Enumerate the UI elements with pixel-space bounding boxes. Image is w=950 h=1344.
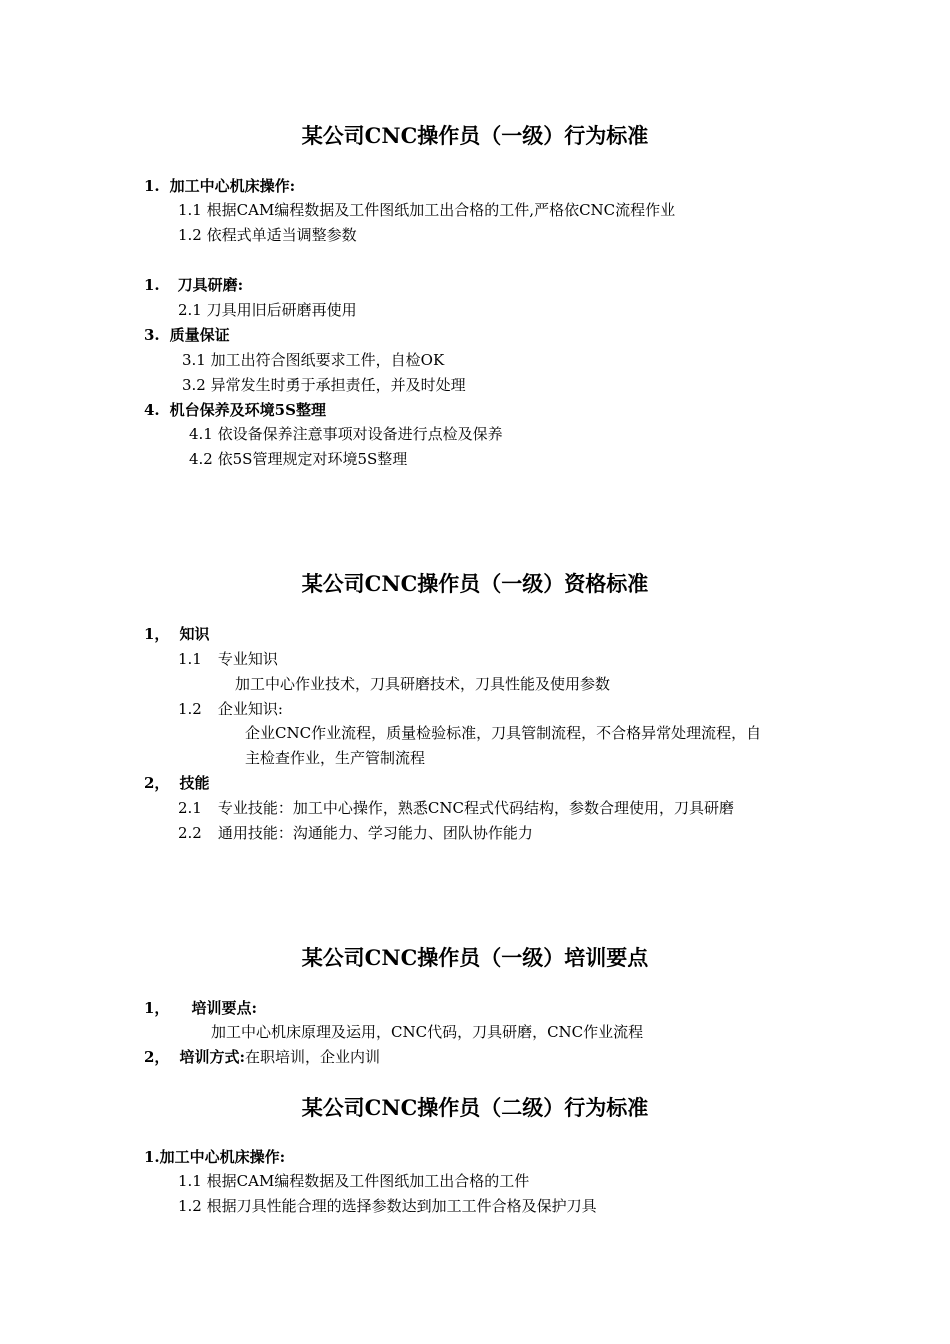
item-line: 4.1 依设备保养注意事项对设备进行点检及保养: [189, 425, 503, 443]
item-line: 3.2 异常发生时勇于承担责任，并及时处理: [182, 376, 466, 394]
item-line: 1.2 企业知识:: [178, 700, 283, 718]
heading-line: 1， 知识: [144, 625, 210, 643]
item-line: 2.2 通用技能：沟通能力、学习能力、团队协作能力: [178, 824, 533, 842]
item-line: 1.1 根据CAM编程数据及工件图纸加工出合格的工件,严格依CNC流程作业: [178, 201, 676, 219]
heading-line: 2， 培训方式:在职培训，企业内训: [144, 1048, 380, 1066]
item-line: 1.2 根据刀具性能合理的选择参数达到加工工件合格及保护刀具: [178, 1197, 597, 1215]
section-title: 某公司CNC操作员（一级）资格标准: [301, 571, 649, 596]
item-line: 主检查作业，生产管制流程: [245, 749, 426, 767]
item-line: 2.1 刀具用旧后研磨再使用: [178, 301, 357, 319]
heading-line: 1. 加工中心机床操作:: [144, 177, 296, 195]
item-line: 3.1 加工出符合图纸要求工件，自检OK: [182, 351, 445, 369]
item-line: 4.2 依5S管理规定对环境5S整理: [189, 450, 408, 468]
item-line: 2.1 专业技能：加工中心操作，熟悉CNC程式代码结构，参数合理使用，刀具研磨: [178, 799, 734, 817]
section-title: 某公司CNC操作员（一级）培训要点: [301, 945, 649, 970]
heading-line: 3. 质量保证: [144, 326, 230, 344]
section-title: 某公司CNC操作员（一级）行为标准: [301, 123, 649, 148]
heading-line: 1， 培训要点:: [144, 999, 257, 1017]
heading-line: 4. 机台保养及环境5S整理: [144, 401, 326, 419]
item-line: 1.1 专业知识: [178, 650, 278, 668]
item-line: 企业CNC作业流程，质量检验标准，刀具管制流程，不合格异常处理流程，自: [245, 724, 762, 742]
item-line: 1.2 依程式单适当调整参数: [178, 226, 357, 244]
item-line: 加工中心机床原理及运用，CNC代码，刀具研磨，CNC作业流程: [211, 1023, 644, 1041]
heading-line: 1.加工中心机床操作:: [144, 1148, 286, 1166]
item-line: 1.1 根据CAM编程数据及工件图纸加工出合格的工件: [178, 1172, 530, 1190]
heading-line: 2， 技能: [144, 774, 210, 792]
heading-line: 1. 刀具研磨:: [144, 276, 244, 294]
item-line: 加工中心作业技术，刀具研磨技术，刀具性能及使用参数: [235, 675, 611, 693]
section-title: 某公司CNC操作员（二级）行为标准: [301, 1095, 649, 1120]
